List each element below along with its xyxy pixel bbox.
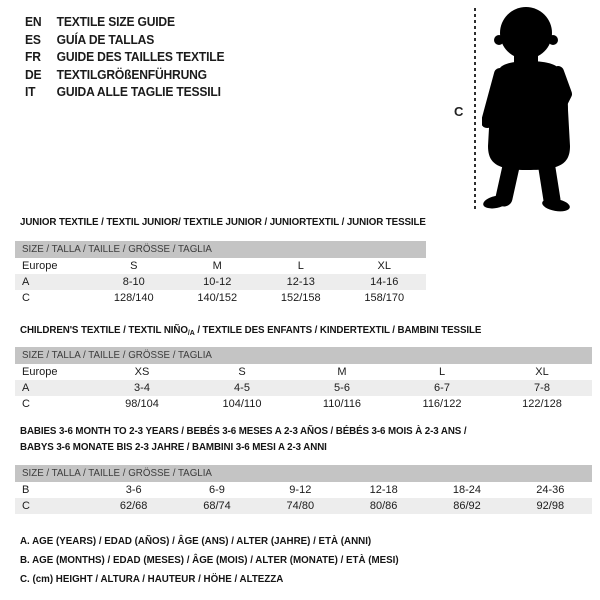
lang-code: FR bbox=[25, 49, 41, 65]
size-value-cell: 6-9 bbox=[209, 484, 225, 496]
lang-row-it bbox=[25, 83, 224, 101]
size-value-cell: 80/86 bbox=[369, 500, 398, 512]
size-value-cell: 4-5 bbox=[234, 382, 250, 394]
size-value-cell: 12-18 bbox=[369, 484, 398, 496]
size-table-2 bbox=[15, 347, 592, 412]
table-row-a bbox=[15, 380, 592, 396]
heading-text: BABYS 3-6 MONATE BIS 2-3 JAHRE / BAMBINI 3-6 MESI A 2-3 ANNI bbox=[20, 441, 327, 453]
size-value-cell: 62/68 bbox=[119, 500, 148, 512]
table-heading-2 bbox=[20, 322, 590, 341]
size-value-cell: L bbox=[438, 366, 446, 378]
size-value-cell: M bbox=[337, 366, 347, 378]
row-label: A bbox=[22, 276, 30, 288]
lang-code: ES bbox=[25, 31, 41, 47]
size-value-cell: 24-36 bbox=[536, 484, 565, 496]
size-value-cell: 9-12 bbox=[289, 484, 312, 496]
size-value-cell: 104/110 bbox=[222, 398, 262, 410]
lang-code: DE bbox=[25, 66, 42, 82]
lang-row-es bbox=[25, 31, 224, 49]
size-value-cell: 140/152 bbox=[197, 292, 238, 304]
heading-text: BABIES 3-6 MONTH TO 2-3 YEARS / BEBÉS 3-6 MESES A 2-3 AÑOS / BÉBÉS 3-6 MOIS À 2-3 ANS / bbox=[20, 425, 467, 437]
size-value-cell: 68/74 bbox=[203, 500, 231, 512]
size-value-cell: 122/128 bbox=[522, 398, 562, 410]
footnote-b: B. AGE (MONTHS) / EDAD (MESES) / ÂGE (MOIS) / ALTER (MONATE) / ETÀ (MESI) bbox=[20, 554, 399, 566]
legend-footnotes bbox=[20, 532, 427, 589]
size-header-text: SIZE / TALLA / TAILLE / GRÖSSE / TAGLIA bbox=[22, 467, 212, 479]
size-value-cell: 3-6 bbox=[125, 484, 142, 496]
size-value-cell: 158/170 bbox=[364, 292, 405, 304]
heading-subscript: /A bbox=[187, 328, 195, 337]
heading-text: / TEXTILE DES ENFANTS / KINDERTEXTIL / BAMBINI TESSILE bbox=[194, 324, 482, 336]
table-row-c bbox=[15, 498, 592, 514]
size-value-cell: L bbox=[297, 260, 304, 272]
size-value-cell: 12-13 bbox=[286, 276, 315, 288]
size-header-bar bbox=[15, 241, 426, 258]
table-row-europe bbox=[15, 364, 592, 380]
table-row-a bbox=[15, 274, 426, 290]
size-value-cell: M bbox=[212, 260, 222, 272]
size-value-cell: 128/140 bbox=[113, 292, 154, 304]
row-label: C bbox=[22, 292, 30, 304]
row-label: C bbox=[22, 500, 30, 512]
size-value-cell: 3-4 bbox=[134, 382, 150, 394]
lang-title: GUIDA ALLE TAGLIE TESSILI bbox=[56, 84, 221, 100]
lang-row-fr bbox=[25, 48, 224, 66]
size-value-cell: XL bbox=[535, 366, 549, 378]
size-value-cell: S bbox=[238, 366, 246, 378]
lang-title: GUIDE DES TAILLES TEXTILE bbox=[56, 49, 225, 65]
table-row-c bbox=[15, 396, 592, 412]
table-row-c bbox=[15, 290, 426, 306]
size-table-1 bbox=[15, 241, 426, 306]
heading-text: CHILDREN'S TEXTILE / TEXTIL NIÑO bbox=[20, 324, 188, 336]
lang-row-de bbox=[25, 66, 224, 84]
size-value-cell: 152/158 bbox=[280, 292, 321, 304]
baby-silhouette-icon bbox=[482, 6, 588, 212]
size-value-cell: XL bbox=[377, 260, 391, 272]
language-title-list bbox=[25, 13, 239, 101]
size-header-text: SIZE / TALLA / TAILLE / GRÖSSE / TAGLIA bbox=[22, 243, 212, 255]
table-heading-line bbox=[20, 322, 481, 341]
table-heading-line bbox=[20, 439, 327, 455]
table-heading-1 bbox=[20, 214, 580, 230]
height-dashed-line bbox=[474, 8, 476, 212]
lang-title: TEXTILE SIZE GUIDE bbox=[56, 14, 175, 30]
size-value-cell: 5-6 bbox=[334, 382, 350, 394]
size-value-cell: 74/80 bbox=[286, 500, 315, 512]
size-value-cell: 98/104 bbox=[125, 398, 159, 410]
size-table-3 bbox=[15, 465, 592, 514]
lang-title: TEXTILGRÖßENFÜHRUNG bbox=[56, 66, 207, 82]
table-row-europe bbox=[15, 258, 426, 274]
size-value-cell: S bbox=[130, 260, 138, 272]
footnote-a: A. AGE (YEARS) / EDAD (AÑOS) / ÂGE (ANS) / ALTER (JAHRE) / ETÀ (ANNI) bbox=[20, 535, 372, 547]
footnote-c: C. (cm) HEIGHT / ALTURA / HAUTEUR / HÖHE / ALTEZZA bbox=[20, 573, 284, 585]
table-heading-line bbox=[20, 214, 426, 230]
size-value-cell: 8-10 bbox=[122, 276, 145, 288]
size-header-bar bbox=[15, 347, 592, 364]
size-value-cell: 110/116 bbox=[322, 398, 362, 410]
row-label: Europe bbox=[22, 260, 58, 272]
row-label: B bbox=[22, 484, 30, 496]
lang-code: EN bbox=[25, 14, 42, 30]
table-heading-3 bbox=[20, 423, 580, 455]
row-label: C bbox=[22, 398, 30, 410]
size-value-cell: 6-7 bbox=[434, 382, 450, 394]
lang-code: IT bbox=[25, 84, 36, 100]
heading-text: JUNIOR TEXTILE / TEXTIL JUNIOR/ TEXTILE JUNIOR / JUNIORTEXTIL / JUNIOR TESSILE bbox=[20, 216, 426, 228]
table-row-b bbox=[15, 482, 592, 498]
size-header-text: SIZE / TALLA / TAILLE / GRÖSSE / TAGLIA bbox=[22, 349, 212, 361]
size-value-cell: 7-8 bbox=[534, 382, 550, 394]
size-header-bar bbox=[15, 465, 592, 482]
size-value-cell: 18-24 bbox=[452, 484, 482, 496]
size-value-cell: 14-16 bbox=[370, 276, 399, 288]
size-value-cell: XS bbox=[134, 366, 150, 378]
lang-title: GUÍA DE TALLAS bbox=[56, 31, 155, 47]
row-label: Europe bbox=[22, 366, 58, 378]
size-value-cell: 92/98 bbox=[536, 500, 565, 512]
height-marker-label: C bbox=[454, 104, 464, 119]
row-label: A bbox=[22, 382, 30, 394]
lang-row-en bbox=[25, 13, 224, 31]
size-value-cell: 10-12 bbox=[203, 276, 232, 288]
table-heading-line bbox=[20, 423, 466, 439]
size-value-cell: 86/92 bbox=[453, 500, 481, 512]
size-value-cell: 116/122 bbox=[422, 398, 462, 410]
